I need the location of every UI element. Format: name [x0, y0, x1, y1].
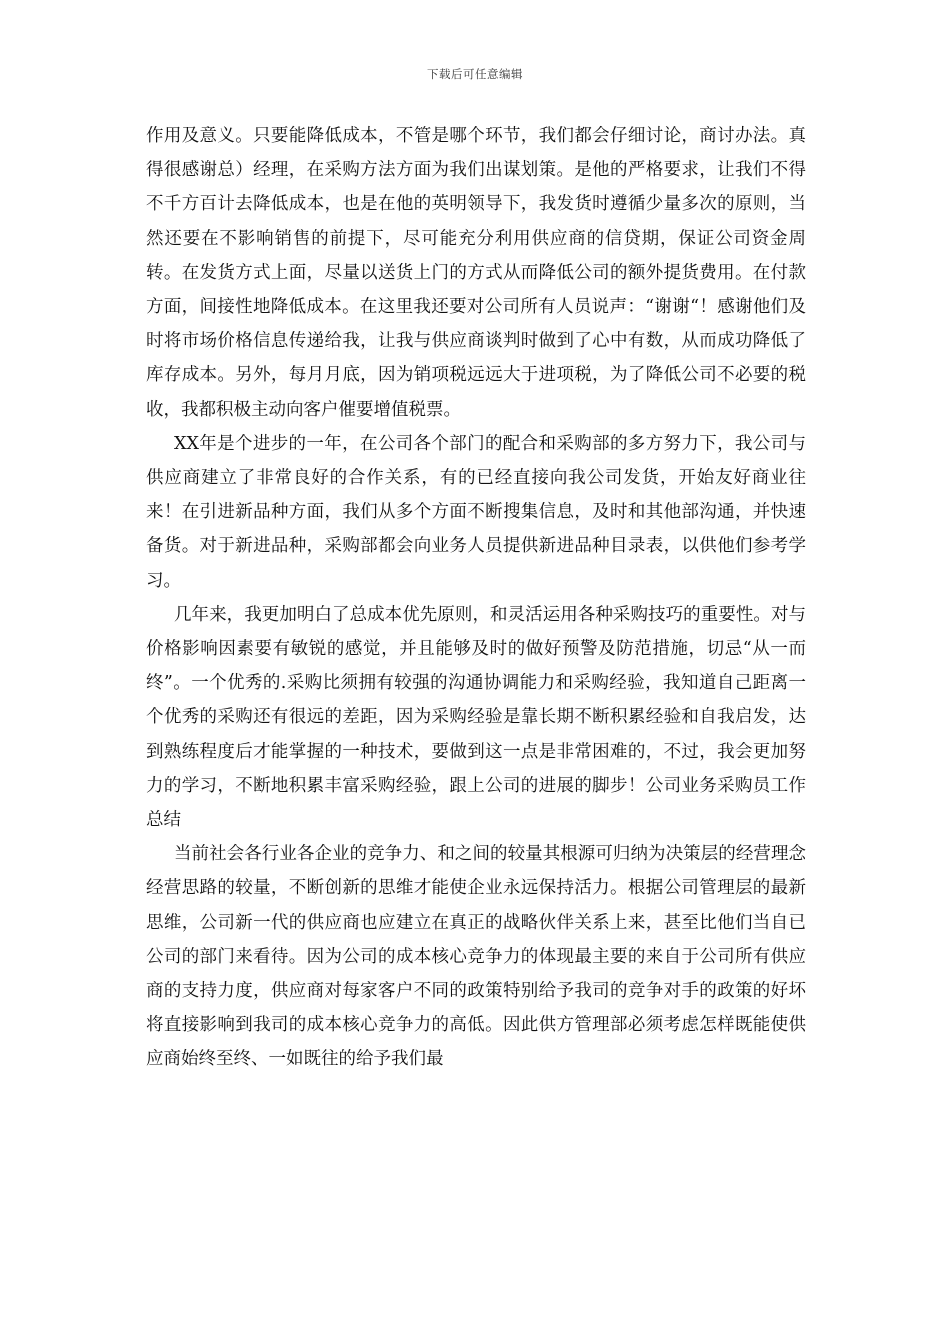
paragraph-4: 当前社会各行业各企业的竞争力、和之间的较量其根源可归纳为决策层的经营理念经营思路的较量，不断创新的思维才能使企业永远保持活力。根据公司管理层的最新思维，公司新一代的供应商也应建立在真正的战略伙伴关系上来，甚至比他们当自已公司的部门来看待。因为公司的成本核心竞争力的体现最主要的来自于公司所有供应商的支持力度，供应商对每家客户不同的政策特别给予我司的竞争对手的政策的好坏将直接影响到我司的成本核心竞争力的高低。因此供方管理部必须考虑怎样既能使供应商始终至终、一如既往的给予我们最: [146, 844, 806, 1070]
page-header: 下载后可任意编辑: [427, 67, 523, 81]
paragraph-1: 作用及意义。只要能降低成本，不管是哪个环节，我们都会仔细讨论，商讨办法。真得很感谢总）经理，在采购方法方面为我们出谋划策。是他的严格要求，让我们不得不千方百计去降低成本，也是在他的英明领导下，我发货时遵循少量多次的原则，当然还要在不影响销售的前提下，尽可能充分利用供应商的信贷期，保证公司资金周转。在发货方式上面，尽量以送货上门的方式从而降低公司的额外提货费用。在付款方面，间接性地降低成本。在这里我还要对公司所有人员说声：“谢谢“！感谢他们及时将市场价格信息传递给我，让我与供应商谈判时做到了心中有数，从而成功降低了库存成本。另外，每月月底，因为销项税远远大于进项税，为了降低公司不必要的税收，我都积极主动向客户催要增值税票。: [146, 126, 806, 420]
paragraph-2: XX年是个进步的一年，在公司各个部门的配合和采购部的多方努力下，我公司与供应商建立了非常良好的合作关系，有的已经直接向我公司发货，开始友好商业往来！在引进新品种方面，我们从多个方面不断搜集信息，及时和其他部沟通，并快速备货。对于新进品种，采购部都会向业务人员提供新进品种目录表，以供他们参考学习。: [146, 433, 806, 591]
document-body: [146, 119, 806, 1077]
paragraph-3: 几年来，我更加明白了总成本优先原则，和灵活运用各种采购技巧的重要性。对与价格影响因素要有敏锐的感觉，并且能够及时的做好预警及防范措施，切忌“从一而终”。一个优秀的.采购比须拥有较强的沟通协调能力和采购经验，我知道自己距离一个优秀的采购还有很远的差距，因为采购经验是靠长期不断积累经验和自我启发，达到熟练程度后才能掌握的一种技术，要做到这一点是非常困难的，不过，我会更加努力的学习，不断地积累丰富采购经验，跟上公司的进展的脚步！公司业务采购员工作总结: [146, 604, 806, 831]
